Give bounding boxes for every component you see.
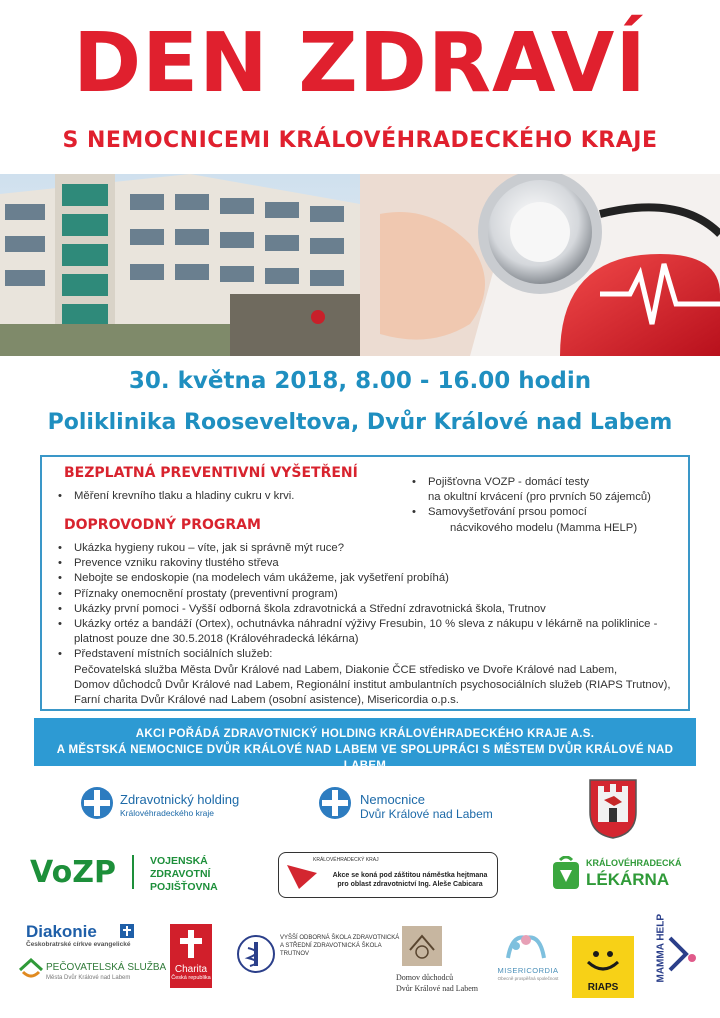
region-logo-icon <box>285 863 319 891</box>
list-item: • Ukázka hygieny rukou – víte, jak si správně mýt ruce? <box>52 541 688 556</box>
list-item-line: nácvikového modelu (Mamma HELP) <box>450 521 638 534</box>
diakonie-logo <box>26 922 156 952</box>
list-item: • Prevence vzniku rakoviny tlustého střeva <box>52 556 688 571</box>
vozp-divider <box>132 855 134 889</box>
school-line: TRUTNOV <box>280 951 309 957</box>
misericordia-sub: Obecně prospěšná společnost <box>497 976 559 981</box>
hospital-cross-icon <box>318 786 352 820</box>
school-logo <box>236 928 400 978</box>
list-item <box>406 475 686 505</box>
banner-line: AKCI POŘÁDÁ ZDRAVOTNICKÝ HOLDING KRÁLOVÉHRADECKÉHO KRAJE A.S. <box>135 728 595 740</box>
pecovatelska-logo <box>18 958 168 988</box>
city-coat-of-arms-icon <box>588 778 638 840</box>
pharmacy-leaf-icon <box>552 856 580 890</box>
list-item-line: Samovyšetřování prsou pomocí <box>428 506 587 519</box>
list-item-line: Pojišťovna VOZP - domácí testy <box>428 476 589 488</box>
list-item-line: platnost pouze dne 30.5.2018 (Královéhradecká lékárna) <box>74 633 359 646</box>
preventive-title: BEZPLATNÁ PREVENTIVNÍ VYŠETŘENÍ <box>64 465 358 481</box>
program-box <box>40 455 690 711</box>
vozp-text <box>150 855 218 894</box>
list-item <box>52 617 688 647</box>
riaps-logo <box>572 936 634 998</box>
list-item <box>52 647 688 708</box>
mamma-help-logo <box>644 913 704 994</box>
domov-line: Dvůr Králové nad Labem <box>396 984 478 993</box>
header-photo <box>0 174 720 356</box>
holding-sub: Královéhradeckého kraje <box>120 808 215 818</box>
list-item-line: Pečovatelská služba Města Dvůr Králové nad Labem, Diakonie ČCE středisko ve Dvoře Králové nad Labem, <box>74 663 618 676</box>
list-item-line: Domov důchodců Dvůr Králové nad Labem, Regionální institut ambulantních psychosociálních služeb (RIAPS Trutnov), <box>74 678 671 691</box>
vozp-logo <box>30 855 270 895</box>
pharmacy-line1: KRÁLOVÉHRADECKÁ <box>586 858 682 868</box>
list-item-line: Představení místních sociálních služeb: <box>74 648 273 661</box>
building-and-stethoscope-image <box>0 174 720 356</box>
charita-logo <box>168 924 218 988</box>
school-emblem-icon <box>236 934 276 974</box>
patronage-small: KRÁLOVÉHRADECKÝ KRAJ <box>313 857 379 863</box>
right-list <box>406 475 686 536</box>
school-line: VYŠŠÍ ODBORNÁ ŠKOLA ZDRAVOTNICKÁ <box>280 935 400 941</box>
charita-cross-icon <box>170 924 212 964</box>
charita-badge <box>170 924 212 964</box>
vozp-mark: VoZP <box>30 855 116 890</box>
patronage-line: Akce se koná pod záštitou náměstka hejtmana <box>332 872 488 879</box>
pecovatelska-name: PEČOVATELSKÁ SLUŽBA <box>46 962 167 973</box>
charita-name: Charita <box>174 964 208 975</box>
list-item <box>406 505 686 535</box>
list-item-line: Farní charita Dvůr Králové nad Labem (osobní asistence), Misericordia o.p.s. <box>74 694 459 707</box>
poster-subtitle: S NEMOCNICEMI KRÁLOVÉHRADECKÉHO KRAJE <box>62 128 658 153</box>
vozp-line: POJIŠŤOVNA <box>150 881 218 893</box>
list-item-line: Ukázky ortéz a bandáží (Ortex), ochutnávka náhradní výživy Fresubin, 10 % sleva z nákupu v lékárně na poliklinice - <box>74 618 658 631</box>
hospital-sub: Dvůr Králové nad Labem <box>360 807 493 821</box>
vozp-line: ZDRAVOTNÍ <box>150 868 211 880</box>
patronage-line: pro oblast zdravotnictví Ing. Aleše Cabicara <box>337 881 483 888</box>
riaps-label: RIAPS <box>587 982 619 993</box>
school-text <box>280 934 399 958</box>
domov-text <box>396 972 478 994</box>
misericordia-name: MISERICORDIA <box>497 966 559 975</box>
organizer-banner <box>34 718 696 772</box>
diakonie-sub: Českobratrské církve evangelické <box>26 941 131 948</box>
pharmacy-logo <box>552 856 702 896</box>
holding-cross-icon <box>80 786 114 820</box>
charita-sub: Česká republika <box>171 975 211 981</box>
holding-name: Zdravotnický holding <box>120 792 240 807</box>
domov-house-icon <box>402 926 442 966</box>
hospital-name: Nemocnice <box>360 792 426 807</box>
misericordia-figures-icon <box>502 928 550 964</box>
mamma-help-label: MAMMA HELP <box>655 913 667 983</box>
mamma-help-figure-icon <box>666 934 702 974</box>
vozp-line: VOJENSKÁ <box>150 855 208 867</box>
list-item: • Nebojte se endoskopie (na modelech vám ukážeme, jak vyšetření probíhá) <box>52 571 688 586</box>
event-place: Poliklinika Rooseveltova, Dvůr Králové nad Labem <box>47 410 673 435</box>
school-line: A STŘEDNÍ ZDRAVOTNICKÁ ŠKOLA <box>280 943 382 949</box>
patronage-text <box>323 871 497 889</box>
patronage-box <box>278 852 498 898</box>
preventive-list <box>52 489 412 504</box>
diakonie-name: Diakonie <box>26 922 97 941</box>
event-date: 30. května 2018, 8.00 - 16.00 hodin <box>128 368 592 394</box>
domov-line: Domov důchodců <box>396 973 454 982</box>
riaps-smile-icon <box>572 936 634 982</box>
diakonie-cross-icon <box>120 924 134 938</box>
list-item: • Měření krevního tlaku a hladiny cukru v krvi. <box>52 489 412 504</box>
list-item: • Příznaky onemocnění prostaty (preventivní program) <box>52 587 688 602</box>
pharmacy-line2: LÉKÁRNA <box>586 870 670 889</box>
pecovatelska-sub: Města Dvůr Králové nad Labem <box>46 975 131 981</box>
list-item: • Ukázky první pomoci - Vyšší odborná škola zdravotnická a Střední zdravotnická škola, Trutnov <box>52 602 688 617</box>
accompanying-title: DOPROVODNÝ PROGRAM <box>64 517 261 533</box>
house-hands-icon <box>18 958 44 980</box>
misericordia-logo <box>488 928 568 988</box>
charita-label <box>170 964 212 988</box>
list-item-line: na okultní krvácení (pro prvních 50 zájemců) <box>428 491 651 504</box>
poster-title: DEN ZDRAVÍ <box>73 16 647 111</box>
banner-line: A MĚSTSKÁ NEMOCNICE DVŮR KRÁLOVÉ NAD LABEM VE SPOLUPRÁCI S MĚSTEM DVŮR KRÁLOVÉ NAD LABEM <box>56 744 674 772</box>
domov-logo <box>396 926 486 1004</box>
accompanying-list <box>52 541 688 708</box>
